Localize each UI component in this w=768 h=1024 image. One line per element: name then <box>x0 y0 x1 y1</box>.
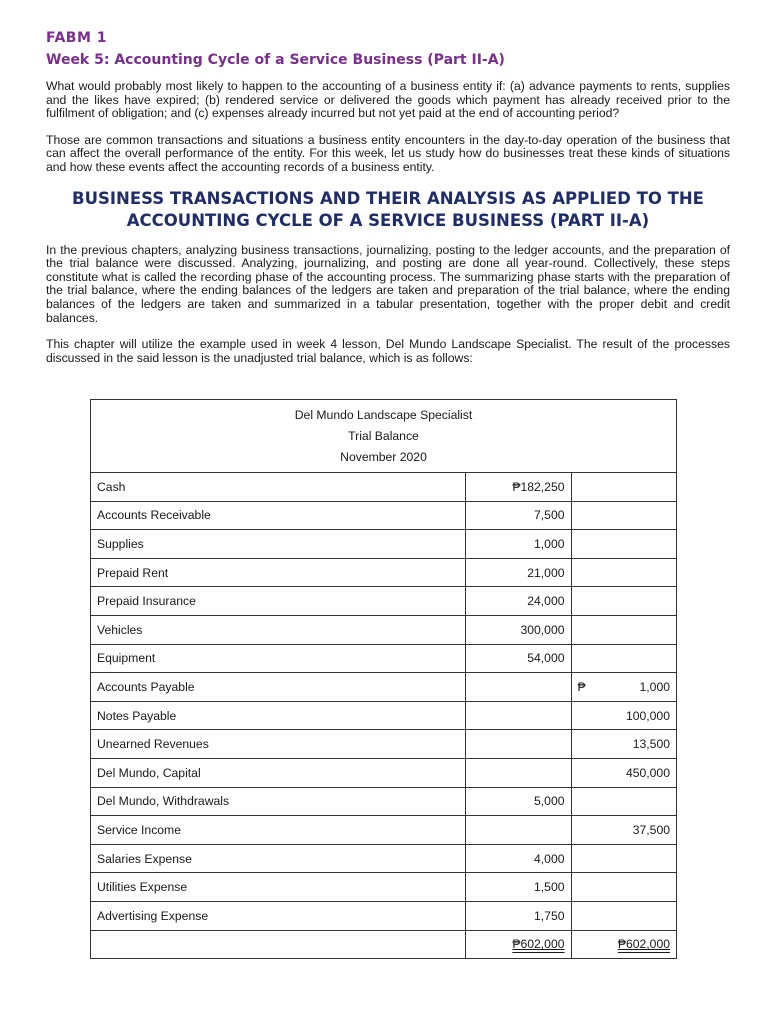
credit-amount <box>571 787 676 816</box>
account-name: Vehicles <box>91 615 466 644</box>
account-name: Del Mundo, Capital <box>91 758 466 787</box>
intro-paragraph-2: Those are common transactions and situations a business entity encounters in the day-to-day operation of the business that can affect the overall performance of the entity. For this week, let us study how do businesses treat these kinds of situations and how these events affect the accounting records of a business entity. <box>46 132 730 174</box>
totals-label-cell <box>91 930 466 959</box>
company-name: Del Mundo Landscape Specialist <box>294 407 473 422</box>
section-heading: BUSINESS TRANSACTIONS AND THEIR ANALYSIS AS APPLIED TO THE ACCOUNTING CYCLE OF A SERVICE BUSINESS (PART II-A) <box>72 188 704 230</box>
table-row <box>91 816 677 845</box>
debit-amount <box>466 673 571 702</box>
account-name: Del Mundo, Withdrawals <box>91 787 466 816</box>
debit-amount: 24,000 <box>466 587 571 616</box>
credit-value: 1,000 <box>639 679 670 694</box>
table-row <box>91 673 677 702</box>
debit-amount: 1,500 <box>466 873 571 902</box>
credit-amount <box>571 615 676 644</box>
credit-amount: 13,500 <box>571 730 676 759</box>
account-name: Supplies <box>91 530 466 559</box>
debit-amount: 5,000 <box>466 787 571 816</box>
table-row <box>91 787 677 816</box>
week-title: Week 5: Accounting Cycle of a Service Business (Part II-A) <box>46 52 505 68</box>
debit-amount <box>466 730 571 759</box>
debit-amount: 300,000 <box>466 615 571 644</box>
trial-balance-header-row <box>91 400 677 473</box>
credit-amount <box>571 530 676 559</box>
credit-amount: 37,500 <box>571 816 676 845</box>
totals-row <box>91 930 677 959</box>
credit-amount <box>571 673 676 702</box>
table-row <box>91 615 677 644</box>
total-debit: ₱602,000 <box>512 937 565 952</box>
account-name: Unearned Revenues <box>91 730 466 759</box>
account-name: Prepaid Rent <box>91 558 466 587</box>
debit-amount <box>466 758 571 787</box>
credit-amount: 450,000 <box>571 758 676 787</box>
account-name: Equipment <box>91 644 466 673</box>
table-row <box>91 587 677 616</box>
credit-amount <box>571 473 676 502</box>
account-name: Advertising Expense <box>91 901 466 930</box>
account-name: Prepaid Insurance <box>91 587 466 616</box>
table-row <box>91 873 677 902</box>
account-name: Salaries Expense <box>91 844 466 873</box>
account-name: Service Income <box>91 816 466 845</box>
account-name: Accounts Payable <box>91 673 466 702</box>
document-page <box>46 28 730 952</box>
table-row <box>91 473 677 502</box>
intro-paragraph-1: What would probably most likely to happen to the accounting of a business entity if: (a) advance payments to rents, supplies and the likes have expired; (b) rendered service or delivered the goods which payment has already received prior to the fulfilment of obligation; and (c) expenses already incurred but not yet paid at the end of accounting period? <box>46 79 730 121</box>
debit-amount <box>466 701 571 730</box>
section-paragraph-2: This chapter will utilize the example used in week 4 lesson, Del Mundo Landscape Specialist. The result of the processes discussed in the said lesson is the unadjusted trial balance, which is as follows: <box>46 337 730 365</box>
table-row <box>91 701 677 730</box>
debit-amount: 1,750 <box>466 901 571 930</box>
credit-amount <box>571 844 676 873</box>
statement-title: Trial Balance <box>348 428 419 443</box>
debit-amount: 21,000 <box>466 558 571 587</box>
section-paragraph-1: In the previous chapters, analyzing business transactions, journalizing, posting to the ledger accounts, and the preparation of the trial balance were discussed. Analyzing, journalizing, and posting are done all year-round. Collectively, these steps constitute what is called the recording phase of the accounting process. The summarizing phase starts with the preparation of the trial balance, where the ending balances of the ledgers are taken and preparation of the trial balance, where the ending balances of the ledgers are taken and summarized in a tabular presentation, together with the proper debit and credit balances. <box>46 242 730 325</box>
debit-amount: 54,000 <box>466 644 571 673</box>
total-credit-cell <box>571 930 676 959</box>
debit-amount: 7,500 <box>466 501 571 530</box>
credit-amount: 100,000 <box>571 701 676 730</box>
credit-amount-wrapper <box>578 680 670 694</box>
account-name: Notes Payable <box>91 701 466 730</box>
total-debit-cell <box>466 930 571 959</box>
statement-period: November 2020 <box>340 449 427 464</box>
credit-amount <box>571 901 676 930</box>
trial-balance-header <box>91 400 677 473</box>
debit-amount: ₱182,250 <box>466 473 571 502</box>
credit-amount <box>571 501 676 530</box>
credit-amount <box>571 587 676 616</box>
currency-symbol: ₱ <box>577 679 586 694</box>
account-name: Cash <box>91 473 466 502</box>
debit-amount <box>466 816 571 845</box>
credit-amount <box>571 558 676 587</box>
table-row <box>91 558 677 587</box>
total-credit: ₱602,000 <box>617 937 670 952</box>
table-row <box>91 644 677 673</box>
credit-amount <box>571 644 676 673</box>
table-row <box>91 730 677 759</box>
account-name: Accounts Receivable <box>91 501 466 530</box>
debit-amount: 1,000 <box>466 530 571 559</box>
account-name: Utilities Expense <box>91 873 466 902</box>
debit-amount: 4,000 <box>466 844 571 873</box>
trial-balance-table <box>90 399 677 959</box>
table-row <box>91 758 677 787</box>
table-row <box>91 501 677 530</box>
table-row <box>91 844 677 873</box>
course-code: FABM 1 <box>46 30 108 46</box>
table-row <box>91 901 677 930</box>
table-row <box>91 530 677 559</box>
credit-amount <box>571 873 676 902</box>
